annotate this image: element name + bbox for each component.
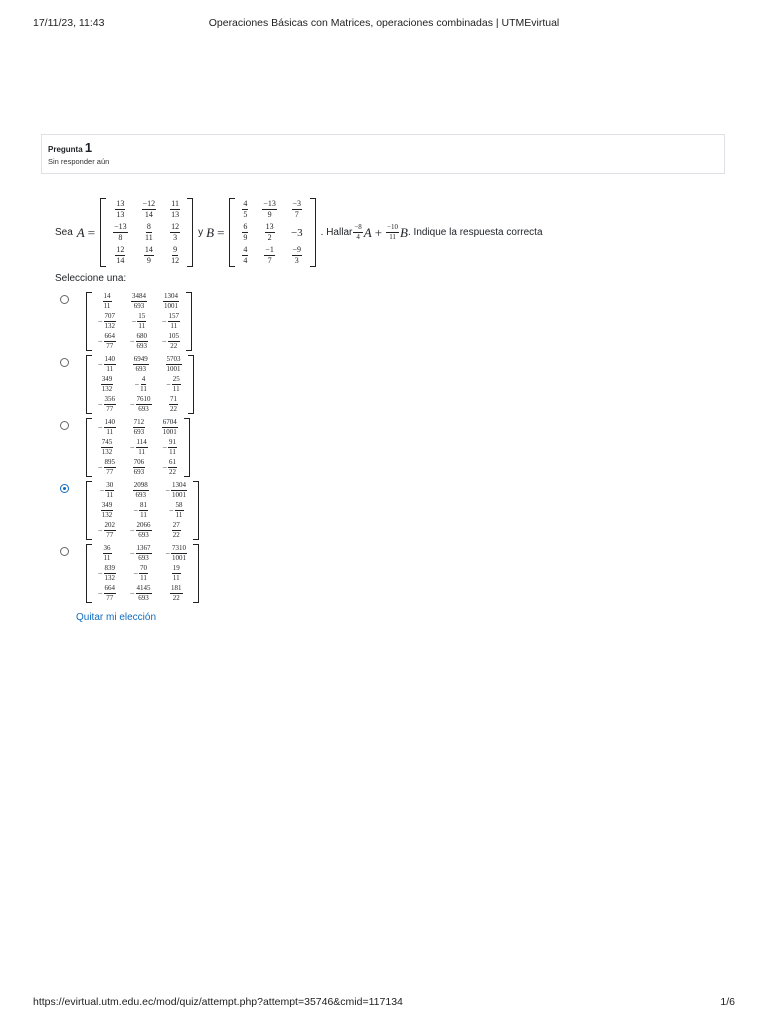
print-page-number: 1/6: [720, 996, 735, 1008]
matrix-cell: − $\frac{114}{11}$: [130, 438, 147, 456]
and-word: y: [198, 227, 204, 238]
print-footer: [33, 996, 735, 1008]
question-intro: Sea: [55, 227, 73, 238]
var-a: A: [76, 224, 85, 240]
radio-button-selected[interactable]: [60, 484, 69, 493]
matrix-cell: $\frac{13}{2}$: [265, 222, 274, 242]
matrix-cell: $\frac{71}{22}$: [170, 395, 178, 413]
option-matrix: [86, 481, 199, 540]
matrix-cell: $\frac{706}{693}$: [133, 458, 145, 476]
radio-button[interactable]: [60, 547, 69, 556]
matrix-cell: $\frac{181}{22}$: [171, 584, 182, 602]
matrix-cell: $\frac{349}{132}$: [101, 375, 113, 393]
matrix-cell: − $\frac{2066}{693}$: [130, 521, 151, 539]
matrix-cell: $\frac{3484}{693}$: [132, 292, 147, 310]
matrix-cell: $\frac{14}{9}$: [144, 245, 153, 265]
matrix-cell: $\frac{-3}{7}$: [292, 199, 302, 219]
matrix-cell: − $\frac{895}{77}$: [98, 458, 116, 476]
right-bracket: [193, 481, 199, 540]
answer-option[interactable]: [55, 418, 192, 477]
print-url: https://evirtual.utm.edu.ec/mod/quiz/attempt.php?attempt=35746&cmid=117134: [33, 996, 403, 1008]
question-text: [55, 198, 735, 267]
clear-choice-link[interactable]: Quitar mi elección: [76, 612, 157, 623]
matrix-cell: − $\frac{140}{11}$: [98, 355, 116, 373]
select-prompt: Seleccione una:: [55, 273, 127, 284]
matrix-cell: $\frac{-12}{14}$: [142, 199, 156, 219]
matrix-cell: − $\frac{4}{11}$: [134, 375, 147, 393]
matrix-cell: $\frac{745}{132}$: [101, 438, 113, 456]
matrix-cell: $\frac{-13}{9}$: [263, 199, 276, 219]
coefficient-a: $\frac{-8}{4}$: [354, 223, 362, 241]
radio-button[interactable]: [60, 295, 69, 304]
var-b-expr: B: [400, 224, 408, 240]
matrix-cell: $\frac{1304}{1001}$: [164, 292, 179, 310]
matrix-grid: [92, 481, 193, 540]
right-bracket: [310, 198, 316, 267]
matrix-cell: $\frac{9}{12}$: [171, 245, 180, 265]
matrix-cell: − $\frac{7310}{1001}$: [165, 544, 187, 562]
right-bracket: [188, 355, 194, 414]
question-info-box: [41, 134, 725, 174]
matrix-cell: − $\frac{105}{22}$: [162, 332, 180, 350]
right-bracket: [187, 198, 193, 267]
matrix-grid: [106, 198, 187, 267]
matrix-cell: − $\frac{680}{693}$: [130, 332, 148, 350]
matrix-cell: − $\frac{58}{11}$: [169, 501, 183, 519]
equals-sign: =: [87, 224, 96, 240]
print-datetime: 17/11/23, 11:43: [33, 17, 105, 29]
matrix-cell: $\frac{13}{13}$: [116, 199, 125, 219]
answer-option[interactable]: [55, 292, 194, 351]
matrix-cell: − $\frac{356}{77}$: [98, 395, 116, 413]
matrix-cell: − $\frac{4145}{693}$: [130, 584, 151, 602]
question-state: Sin responder aún: [48, 157, 110, 166]
print-header: [33, 17, 735, 29]
matrix-cell: $\frac{12}{14}$: [116, 245, 125, 265]
hallar-text: . Hallar: [320, 227, 353, 238]
radio-button[interactable]: [60, 358, 69, 367]
matrix-cell: − $\frac{25}{11}$: [166, 375, 180, 393]
matrix-cell: $\frac{4}{5}$: [243, 199, 248, 219]
matrix-cell: $\frac{-13}{8}$: [114, 222, 127, 242]
matrix-cell: $\frac{4}{4}$: [243, 245, 248, 265]
matrix-grid: [235, 198, 309, 267]
matrix-cell: $\frac{-9}{3}$: [292, 245, 302, 265]
right-bracket: [184, 418, 190, 477]
option-matrix: [86, 418, 190, 477]
answer-option[interactable]: [55, 544, 201, 603]
matrix-cell: $\frac{5703}{1001}$: [166, 355, 181, 373]
matrix-grid: [92, 418, 184, 477]
matrix-cell: $\frac{14}{11}$: [103, 292, 111, 310]
option-matrix: [86, 292, 192, 351]
matrix-cell: $\frac{11}{13}$: [171, 199, 180, 219]
option-matrix: [86, 355, 194, 414]
matrix-cell: − $\frac{61}{22}$: [162, 458, 177, 476]
matrix-cell: $\frac{27}{22}$: [172, 521, 180, 539]
equals-sign-b: =: [217, 224, 225, 240]
matrix-grid: [92, 355, 188, 414]
matrix-grid: [92, 292, 186, 351]
answer-option[interactable]: [55, 355, 196, 414]
matrix-cell: − $\frac{664}{77}$: [98, 584, 116, 602]
matrix-cell: $\frac{12}{3}$: [171, 222, 180, 242]
matrix-cell: $\frac{6949}{693}$: [133, 355, 148, 373]
matrix-cell: − $\frac{30}{11}$: [99, 481, 114, 499]
matrix-cell: − $\frac{70}{11}$: [133, 564, 148, 582]
matrix-cell: − $\frac{1304}{1001}$: [165, 481, 187, 499]
matrix-cell: − $\frac{91}{11}$: [162, 438, 177, 456]
matrix-cell: − $\frac{1367}{693}$: [130, 544, 151, 562]
matrix-cell: $\frac{712}{693}$: [133, 418, 145, 436]
matrix-cell: − $\frac{157}{11}$: [162, 312, 180, 330]
matrix-cell: $\frac{19}{11}$: [172, 564, 180, 582]
matrix-cell: −3: [290, 226, 303, 239]
right-bracket: [186, 292, 192, 351]
matrix-grid: [92, 544, 193, 603]
answer-option[interactable]: [55, 481, 201, 540]
matrix-cell: $\frac{2098}{693}$: [133, 481, 148, 499]
print-page-title: Operaciones Básicas con Matrices, operaciones combinadas | UTMEvirtual: [208, 17, 560, 29]
matrix-cell: $\frac{-1}{7}$: [265, 245, 274, 265]
var-a-expr: A: [363, 224, 372, 240]
coefficient-b: $\frac{-10}{11}$: [387, 223, 399, 241]
matrix-cell: $\frac{6704}{1001}$: [162, 418, 177, 436]
matrix-cell: − $\frac{707}{132}$: [98, 312, 116, 330]
matrix-cell: $\frac{349}{132}$: [101, 501, 113, 519]
matrix-cell: $\frac{8}{11}$: [145, 222, 153, 242]
option-matrix: [86, 544, 199, 603]
matrix-cell: − $\frac{202}{77}$: [98, 521, 116, 539]
question-suffix: . Indique la respuesta correcta: [408, 227, 543, 238]
matrix-cell: − $\frac{664}{77}$: [98, 332, 116, 350]
matrix-cell: − $\frac{839}{132}$: [98, 564, 116, 582]
var-b: B: [206, 224, 215, 240]
matrix-a: [100, 198, 193, 267]
matrix-cell: − $\frac{140}{11}$: [98, 418, 116, 436]
matrix-b: [229, 198, 315, 267]
question-number: Pregunta 1: [48, 140, 93, 155]
matrix-cell: − $\frac{81}{11}$: [133, 501, 148, 519]
matrix-cell: $\frac{36}{11}$: [103, 544, 111, 562]
plus-sign: +: [374, 224, 383, 240]
matrix-cell: − $\frac{15}{11}$: [131, 312, 146, 330]
matrix-cell: $\frac{6}{9}$: [243, 222, 248, 242]
right-bracket: [193, 544, 199, 603]
matrix-cell: − $\frac{7610}{693}$: [130, 395, 151, 413]
radio-button[interactable]: [60, 421, 69, 430]
